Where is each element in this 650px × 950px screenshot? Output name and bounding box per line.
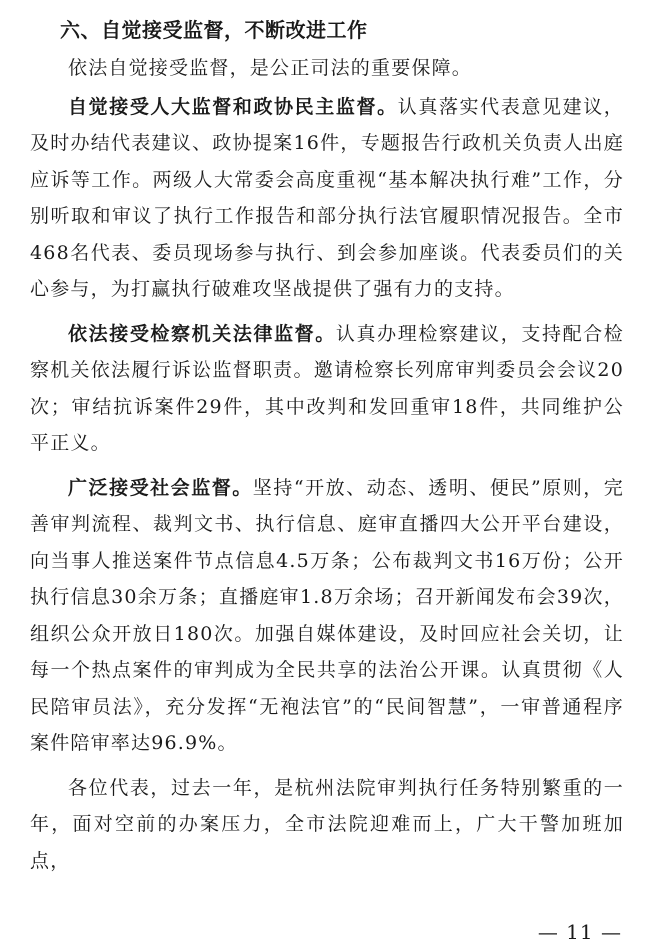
paragraph-npc-supervision — [30, 89, 624, 308]
paragraph-text: 坚持“开放、动态、透明、便民”原则，完善审判流程、裁判文书、执行信息、庭审直播四大公开平台建设，向当事人推送案件节点信息4.5万条；公布裁判文书16万份；公开执行信息30余万条；直播庭审1.8万余场；召开新闻发布会39次，组织公众开放日180次。加强自媒体建设，及时回应社会关切，让每一个热点案件的审判成为全民共享的法治公开课。认真贯彻《人民陪审员法》，充分发挥“无袍法官”的“民间智慧”，一审普通程序案件陪审率达96.9%。 — [30, 476, 624, 754]
paragraph-social-supervision — [30, 470, 624, 762]
section-heading: 六、自觉接受监督，不断改进工作 — [60, 18, 368, 42]
paragraph-text: 认真办理检察建议，支持配合检察机关依法履行诉讼监督职责。邀请检察长列席审判委员会会议20次；审结抗诉案件29件，其中改判和发回重审18件，共同维护公平正义。 — [30, 322, 624, 454]
page-number: — 11 — — [537, 920, 622, 944]
intro-paragraph: 依法自觉接受监督，是公正司法的重要保障。 — [68, 57, 473, 79]
paragraph-lead: 依法接受检察机关法律监督。 — [68, 322, 336, 345]
closing-paragraph: 各位代表，过去一年，是杭州法院审判执行任务特别繁重的一年，面对空前的办案压力，全市法院迎难而上，广大干警加班加点， — [30, 776, 624, 872]
paragraph-procuratorate-supervision — [30, 316, 624, 462]
paragraph-lead: 自觉接受人大监督和政协民主监督。 — [68, 95, 398, 118]
paragraph-lead: 广泛接受社会监督。 — [68, 476, 253, 499]
paragraph-text: 认真落实代表意见建议，及时办结代表建议、政协提案16件，专题报告行政机关负责人出庭应诉等工作。两级人大常委会高度重视“基本解决执行难”工作，分别听取和审议了执行工作报告和部分执行法官履职情况报告。全市468名代表、委员现场参与执行、到会参加座谈。代表委员们的关心参与，为打赢执行破难攻坚战提供了强有力的支持。 — [30, 95, 625, 300]
